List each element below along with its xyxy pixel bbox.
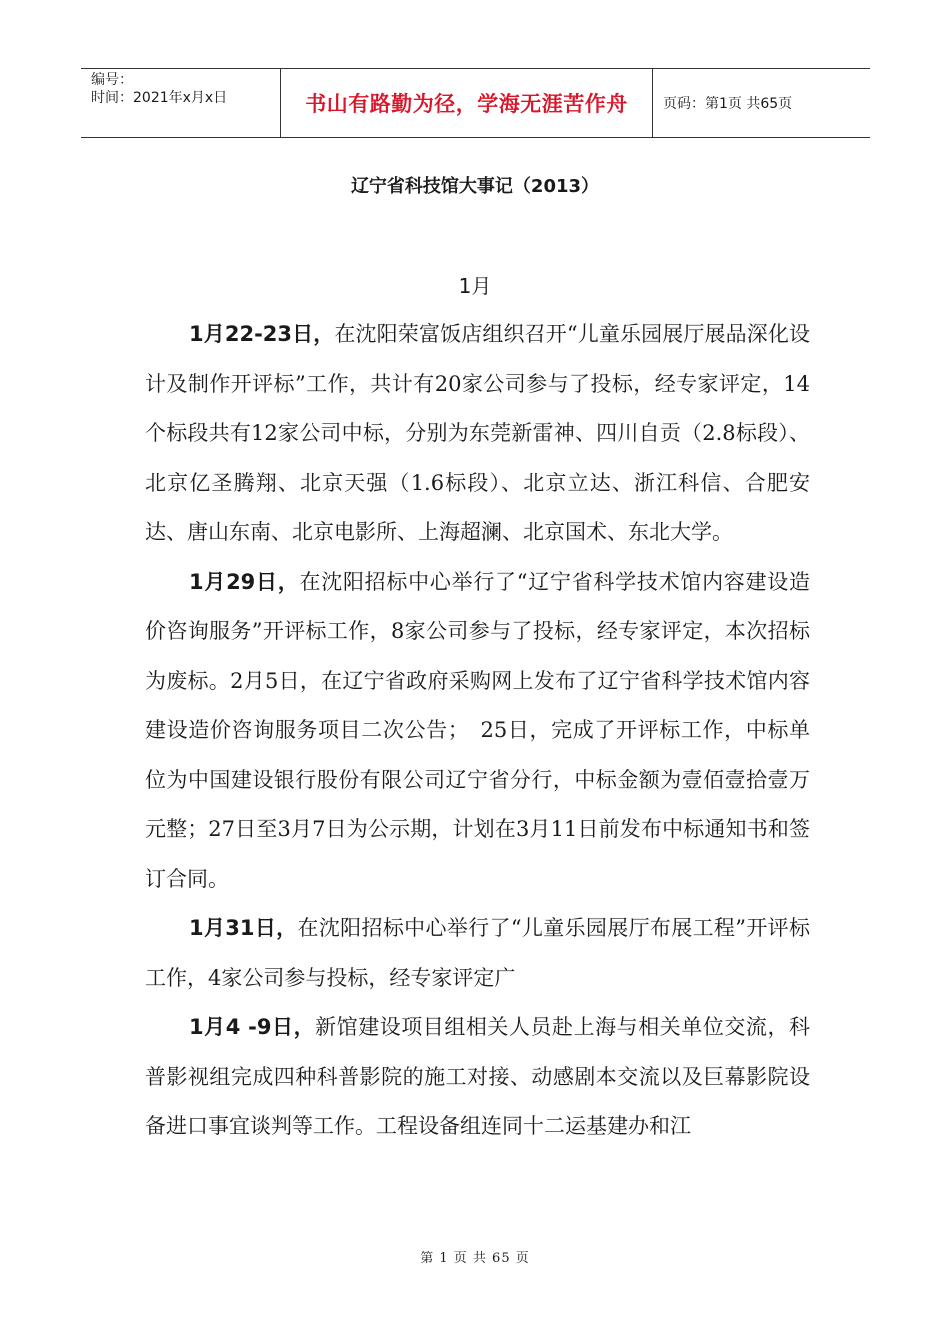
event-date: 1月29日， bbox=[189, 569, 300, 594]
event-text: 在沈阳招标中心举行了“儿童乐园展厅布展工程”开评标工作，4家公司参与投标，经专家评定广 bbox=[145, 916, 810, 990]
document-body bbox=[145, 310, 810, 1152]
event-paragraph bbox=[145, 558, 810, 905]
document-number-label: 编号： bbox=[91, 72, 133, 88]
page-footer: 第 1 页 共 65 页 bbox=[420, 1251, 530, 1266]
event-paragraph bbox=[145, 1003, 810, 1152]
event-date: 1月22-23日， bbox=[189, 322, 335, 346]
header-motto: 书山有路勤为径，学海无涯苦作舟 bbox=[281, 69, 653, 137]
header-meta bbox=[81, 69, 281, 137]
event-date: 1月31日， bbox=[189, 916, 298, 940]
document-title: 辽宁省科技馆大事记（2013） bbox=[350, 176, 600, 197]
page-header bbox=[81, 68, 870, 138]
event-date: 1月4 -9日， bbox=[189, 1015, 316, 1039]
event-paragraph bbox=[145, 904, 810, 1003]
event-text: 在沈阳招标中心举行了“辽宁省科学技术馆内容建设造价咨询服务”开评标工作，8家公司参与了投标，经专家评定，本次招标为废标。2月5日，在辽宁省政府采购网上发布了辽宁省科学技术馆内容建设造价咨询服务项目二次公告； 25日，完成了开评标工作，中标单位为中国建设银行股份有限公司辽宁省分行，中标金额为壹佰壹拾壹万元整；27日至3月7日为公示期，计划在3月11日前发布中标通知书和签订合同。 bbox=[145, 569, 810, 891]
event-paragraph bbox=[145, 310, 810, 558]
header-page-info: 页码：第1页 共65页 bbox=[663, 96, 793, 112]
month-heading: 1月 bbox=[458, 274, 492, 298]
event-text: 新馆建设项目组相关人员赴上海与相关单位交流，科普影视组完成四种科普影院的施工对接、动感剧本交流以及巨幕影院设备进口事宜谈判等工作。工程设备组连同十二运基建办和江 bbox=[145, 1015, 810, 1138]
document-time-label: 时间：2021年x月x日 bbox=[91, 90, 228, 106]
event-text: 在沈阳荣富饭店组织召开“儿童乐园展厅展品深化设计及制作开评标”工作，共计有20家公司参与了投标，经专家评定，14个标段共有12家公司中标，分别为东莞新雷神、四川自贡（2.8标段）、北京亿圣腾翔、北京天强（1.6标段）、北京立达、浙江科信、合肥安达、唐山东南、北京电影所、上海超澜、北京国术、东北大学。 bbox=[145, 322, 810, 544]
